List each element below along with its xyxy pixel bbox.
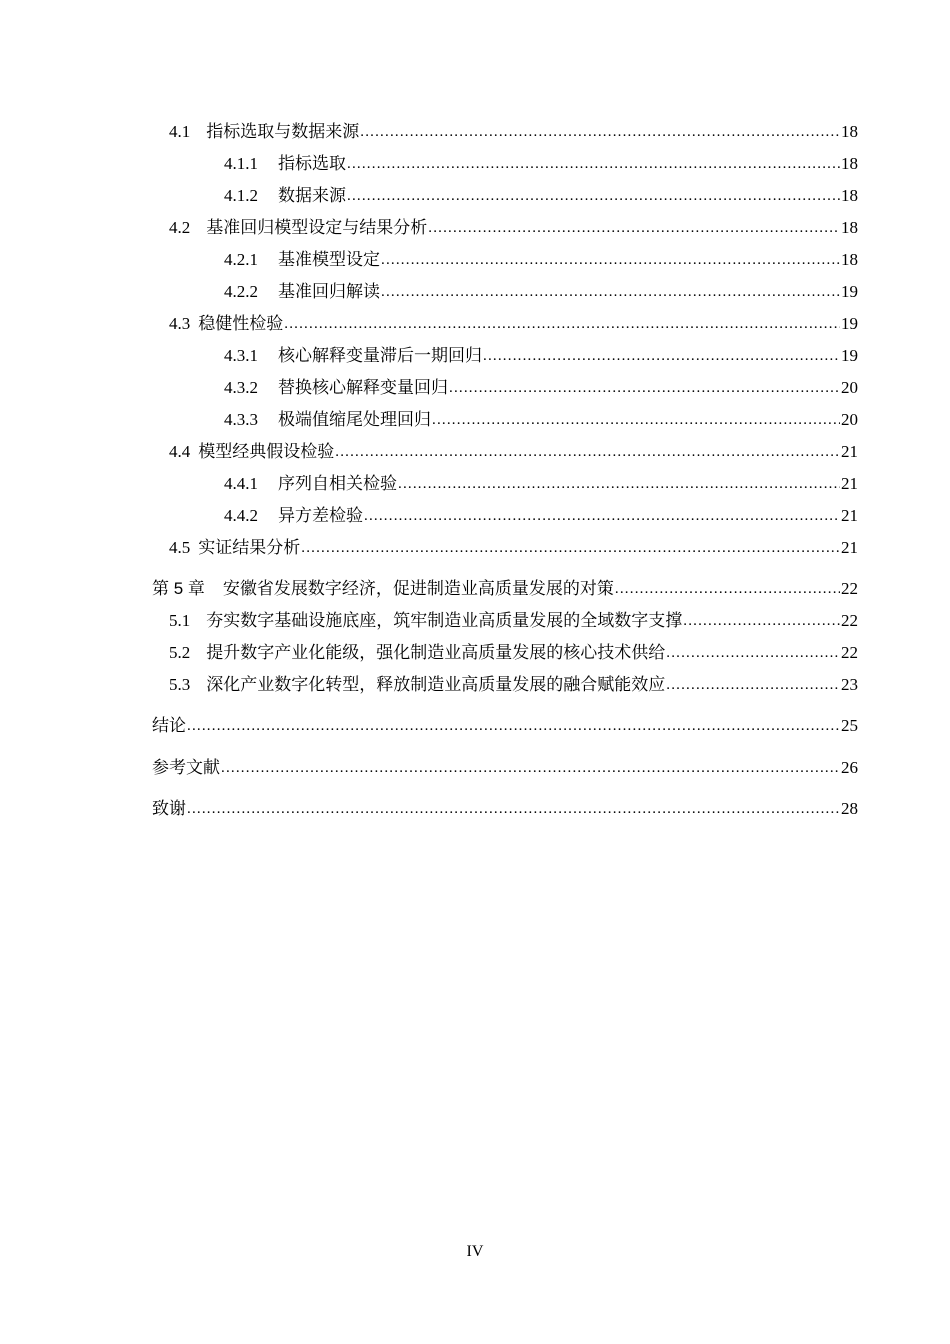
toc-entry-title: 数据来源 <box>278 186 346 205</box>
dot-leader <box>381 281 840 303</box>
toc-entry-page: 19 <box>841 346 858 365</box>
toc-entry-5-1[interactable] <box>169 610 858 633</box>
dot-leader <box>666 674 840 696</box>
toc-entry-title: 序列自相关检验 <box>278 474 397 493</box>
toc-entry-4-1-1[interactable] <box>224 153 858 176</box>
toc-entry-page: 18 <box>841 186 858 205</box>
toc-entry-page: 22 <box>841 611 858 630</box>
toc-entry-title: 安徽省发展数字经济，促进制造业高质量发展的对策 <box>222 579 614 598</box>
toc-entry-number: 4.2.1 <box>224 250 258 269</box>
dot-leader <box>221 757 840 779</box>
dot-leader <box>347 185 840 207</box>
toc-entry-title: 替换核心解释变量回归 <box>278 378 448 397</box>
toc-entry-title: 实证结果分析 <box>198 538 301 557</box>
toc-entry-4-2-2[interactable] <box>224 281 858 304</box>
toc-entry-page: 23 <box>841 675 858 694</box>
toc-entry-4-2-1[interactable] <box>224 249 858 272</box>
toc-entry-page: 21 <box>841 474 858 493</box>
toc-entry-title: 结论 <box>152 716 186 735</box>
toc-entry-number: 4.1 <box>169 122 191 141</box>
toc-entry-title: 稳健性检验 <box>198 314 284 333</box>
toc-entry-number: 4.4.2 <box>224 506 258 525</box>
toc-entry-title: 模型经典假设检验 <box>198 442 335 461</box>
dot-leader <box>360 121 840 143</box>
dot-leader <box>187 798 840 820</box>
dot-leader <box>683 610 840 632</box>
toc-entry-chapter-5[interactable] <box>152 578 858 601</box>
toc-entry-conclusion[interactable] <box>152 715 858 738</box>
toc-entry-number: 第 5 章 <box>152 579 205 598</box>
dot-leader <box>187 715 840 737</box>
dot-leader <box>364 505 840 527</box>
toc-entry-page: 21 <box>841 506 858 525</box>
toc-entry-page: 18 <box>841 250 858 269</box>
toc-entry-number: 5.1 <box>169 611 191 630</box>
toc-entry-number: 5.2 <box>169 643 191 662</box>
toc-entry-page: 21 <box>841 538 858 557</box>
dot-leader <box>432 409 840 431</box>
toc-entry-page: 18 <box>841 218 858 237</box>
toc-entry-title: 基准模型设定 <box>278 250 380 269</box>
toc-entry-4-4-1[interactable] <box>224 473 858 496</box>
toc-entry-title: 参考文献 <box>152 758 220 777</box>
toc-entry-references[interactable] <box>152 757 858 780</box>
toc-entry-title: 核心解释变量滞后一期回归 <box>278 346 482 365</box>
toc-entry-page: 19 <box>841 314 858 333</box>
dot-leader <box>483 345 840 367</box>
toc-entry-4-3-3[interactable] <box>224 409 858 432</box>
toc-entry-4-5[interactable] <box>169 537 858 560</box>
toc-entry-number: 4.2 <box>169 218 191 237</box>
toc-entry-4-3-1[interactable] <box>224 345 858 368</box>
toc-entry-5-3[interactable] <box>169 674 858 697</box>
toc-entry-4-1[interactable] <box>169 121 858 144</box>
dot-leader <box>449 377 840 399</box>
toc-entry-page: 22 <box>841 579 858 598</box>
toc-entry-title: 极端值缩尾处理回归 <box>278 410 431 429</box>
toc-entry-page: 18 <box>841 122 858 141</box>
dot-leader <box>666 642 840 664</box>
dot-leader <box>335 441 840 463</box>
dot-leader <box>615 578 840 600</box>
toc-entry-title: 异方差检验 <box>278 506 363 525</box>
toc-entry-title: 夯实数字基础设施底座，筑牢制造业高质量发展的全域数字支撑 <box>206 611 683 630</box>
toc-entry-5-2[interactable] <box>169 642 858 665</box>
toc-entry-title: 致谢 <box>152 799 186 818</box>
toc-entry-page: 18 <box>841 154 858 173</box>
dot-leader <box>398 473 840 495</box>
dot-leader <box>347 153 840 175</box>
toc-entry-number: 4.2.2 <box>224 282 258 301</box>
toc-entry-title: 基准回归模型设定与结果分析 <box>206 218 428 237</box>
dot-leader <box>284 313 840 335</box>
toc-entry-title: 指标选取 <box>278 154 346 173</box>
toc-entry-4-3-2[interactable] <box>224 377 858 400</box>
toc-entry-title: 指标选取与数据来源 <box>206 122 360 141</box>
toc-entry-page: 28 <box>841 799 858 818</box>
toc-entry-number: 4.1.2 <box>224 186 258 205</box>
toc-entry-page: 26 <box>841 758 858 777</box>
toc-entry-number: 4.3 <box>169 314 191 333</box>
toc-entry-title: 基准回归解读 <box>278 282 380 301</box>
toc-entry-4-2[interactable] <box>169 217 858 240</box>
toc-entry-4-3[interactable] <box>169 313 858 336</box>
toc-entry-page: 20 <box>841 378 858 397</box>
dot-leader <box>428 217 840 239</box>
toc-entry-4-4[interactable] <box>169 441 858 464</box>
toc-entry-title: 深化产业数字化转型，释放制造业高质量发展的融合赋能效应 <box>206 675 666 694</box>
toc-entry-title: 提升数字产业化能级，强化制造业高质量发展的核心技术供给 <box>206 643 666 662</box>
toc-entry-page: 20 <box>841 410 858 429</box>
dot-leader <box>381 249 840 271</box>
toc-entry-number: 4.5 <box>169 538 191 557</box>
toc-entry-page: 22 <box>841 643 858 662</box>
dot-leader <box>301 537 840 559</box>
toc-entry-number: 5.3 <box>169 675 191 694</box>
toc-entry-acknowledgements[interactable] <box>152 798 858 821</box>
toc-entry-page: 21 <box>841 442 858 461</box>
toc-entry-number: 4.3.2 <box>224 378 258 397</box>
toc-entry-4-4-2[interactable] <box>224 505 858 528</box>
toc-entry-page: 19 <box>841 282 858 301</box>
page-number: IV <box>466 1243 484 1260</box>
toc-entry-number: 4.3.1 <box>224 346 258 365</box>
toc-entry-4-1-2[interactable] <box>224 185 858 208</box>
toc-entry-number: 4.1.1 <box>224 154 258 173</box>
toc-entry-page: 25 <box>841 716 858 735</box>
toc-entry-number: 4.4 <box>169 442 191 461</box>
toc-entry-number: 4.4.1 <box>224 474 258 493</box>
toc-entry-number: 4.3.3 <box>224 410 258 429</box>
